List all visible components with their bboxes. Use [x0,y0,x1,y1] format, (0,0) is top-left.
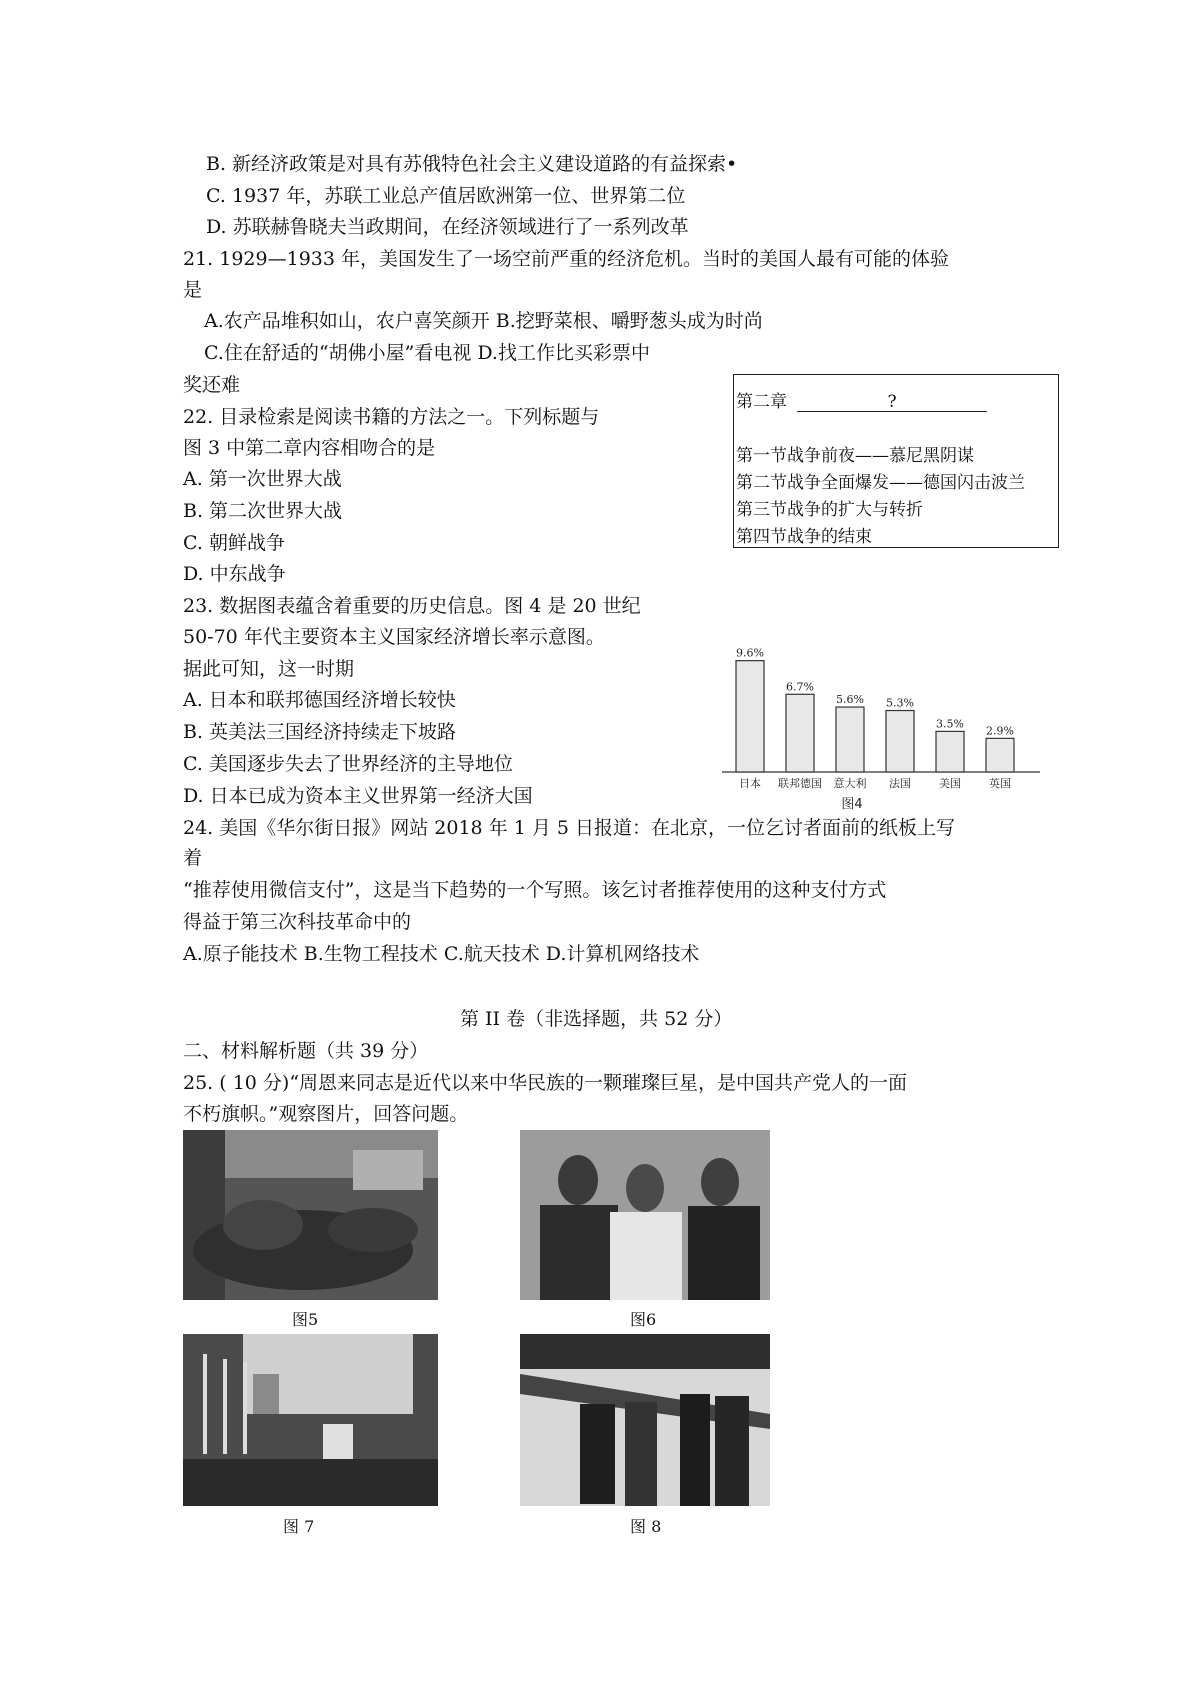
chart-category-label: 日本 [739,777,761,790]
q22-stem: 22. 目录检索是阅读书籍的方法之一。下列标题与 [183,406,600,428]
chart-category-label: 法国 [889,777,911,790]
chart-value-label: 6.7% [786,680,814,694]
figure-7-caption: 图 7 [283,1517,315,1536]
q22-option-d: D. 中东战争 [183,563,286,585]
q20-option-d: D. 苏联赫鲁晓夫当政期间，在经济领域进行了一系列改革 [206,216,689,238]
chart-value-label: 5.3% [886,696,914,710]
q23-stem-cont2: 据此可知，这一时期 [183,658,355,680]
figure-5-photo [183,1130,438,1300]
chart-value-label: 5.6% [836,693,864,707]
toc-section-1: 第一节战争前夜——慕尼黑阴谋 [736,446,974,466]
toc-blank: ? [797,391,987,412]
toc-box [733,374,1059,548]
chart-category-label: 英国 [989,777,1011,790]
chart-value-label: 2.9% [986,724,1014,738]
figure-8-photo [520,1334,770,1506]
figure-6-photo [520,1130,770,1300]
chart-value-label: 3.5% [936,717,964,731]
growth-rate-chart [722,636,1046,816]
q22-option-a: A. 第一次世界大战 [183,468,342,490]
q24-stem-cont3: 得益于第三次科技革命中的 [183,911,412,933]
toc-chapter [736,391,987,413]
chart-category-label: 联邦德国 [778,777,822,790]
q21-stem: 21. 1929—1933 年，美国发生了一场空前严重的经济危机。当时的美国人最有可能的体验 [183,248,950,270]
part-2-heading: 二、材料解析题（共 39 分） [183,1040,429,1062]
q24-stem-cont: 着 [183,847,203,869]
q24-stem-cont2: “推荐使用微信支付”，这是当下趋势的一个写照。该乞讨者推荐使用的这种支付方式 [183,879,887,901]
figure-7-photo [183,1334,438,1506]
chart-bar [736,661,764,772]
q21-options-cd: C.住在舒适的“胡佛小屋”看电视 D.找工作比买彩票中 [204,342,650,364]
q23-stem: 23. 数据图表蕴含着重要的历史信息。图 4 是 20 世纪 [183,595,641,617]
q23-option-c: C. 美国逐步失去了世界经济的主导地位 [183,753,513,775]
toc-section-3: 第三节战争的扩大与转折 [736,500,923,520]
chart-bar [786,694,814,772]
q20-option-b: B. 新经济政策是对具有苏俄特色社会主义建设道路的有益探索• [206,153,738,175]
figure-5-caption: 图5 [292,1310,319,1329]
q22-option-c: C. 朝鲜战争 [183,532,285,554]
q24-stem: 24. 美国《华尔街日报》网站 2018 年 1 月 5 日报道：在北京，一位乞讨者面前的纸板上写 [183,817,956,839]
q21-stem-cont: 是 [183,279,203,301]
toc-chapter-label: 第二章 [736,392,787,412]
q20-option-c: C. 1937 年，苏联工业总产值居欧洲第一位、世界第二位 [206,185,686,207]
section-2-title: 第 II 卷（非选择题，共 52 分） [460,1008,733,1030]
chart-caption: 图4 [841,797,863,812]
toc-section-2: 第二节战争全面爆发——德国闪击波兰 [736,473,1025,493]
chart-bar [936,731,964,772]
chart-value-label: 9.6% [736,646,764,660]
chart-bar [986,738,1014,772]
q23-stem-cont: 50-70 年代主要资本主义国家经济增长率示意图。 [183,626,605,648]
q22-stem-cont: 图 3 中第二章内容相吻合的是 [183,437,436,459]
chart-bar [886,711,914,772]
q25-stem: 25. ( 10 分)“周恩来同志是近代以来中华民族的一颗璀璨巨星，是中国共产党人的一面 [183,1072,908,1094]
figure-8-caption: 图 8 [630,1517,662,1536]
figure-6-caption: 图6 [630,1310,657,1329]
q21-options-ab: A.农产品堆积如山，农户喜笑颜开 B.挖野菜根、嚼野葱头成为时尚 [204,310,763,332]
q22-option-b: B. 第二次世界大战 [183,500,343,522]
q21-options-cd-cont: 奖还难 [183,374,241,396]
q24-options: A.原子能技术 B.生物工程技术 C.航天技术 D.计算机网络技术 [183,943,700,965]
q23-option-b: B. 英美法三国经济持续走下坡路 [183,721,457,743]
chart-category-label: 意大利 [833,777,867,790]
chart-category-label: 美国 [939,777,961,790]
q23-option-a: A. 日本和联邦德国经济增长较快 [183,689,456,711]
q23-option-d: D. 日本已成为资本主义世界第一经济大国 [183,785,533,807]
q25-stem-cont: 不朽旗帜。”观察图片，回答问题。 [183,1103,469,1125]
chart-bar [836,707,864,772]
toc-section-4: 第四节战争的结束 [736,527,872,547]
